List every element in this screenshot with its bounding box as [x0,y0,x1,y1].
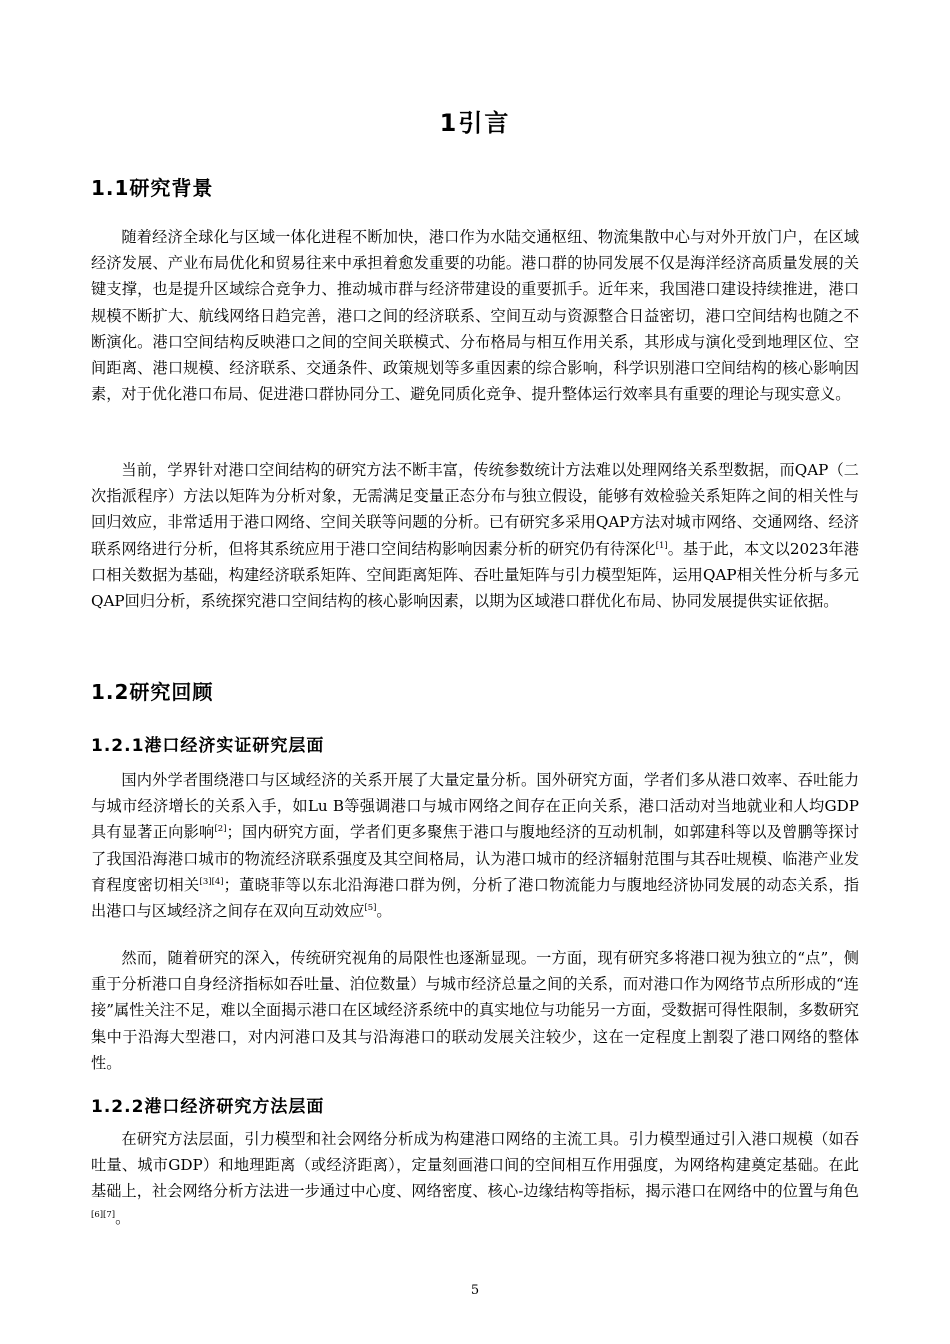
citation-ref: [1] [655,540,668,551]
paragraph-methods-1 [91,1126,859,1231]
paragraph-text: 。 [115,1208,131,1227]
subsection-heading-1-2-1: 1.2.1港口经济实证研究层面 [91,736,325,756]
paragraph-text: 。基于此，本文以2023年港口相关数据为基础，构建经济联系矩阵、空间距离矩阵、吞吐量矩阵与引力模型矩阵，运用QAP相关性分析与多元QAP回归分析，系统探究港口空间结构的核心影响因素，以期为区域港口群优化布局、协同发展提供实证依据。 [91,539,859,611]
paragraph-text: 国内外学者围绕港口与区域经济的关系开展了大量定量分析。国外研究方面，学者们多从港口效率、吞吐能力与城市经济增长的关系入手，如Lu B等强调港口与城市网络之间存在正向关系，港口活动对当地就业和人均GDP具有显著正向影响 [91,771,859,842]
paragraph-text: 在研究方法层面，引力模型和社会网络分析成为构建港口网络的主流工具。引力模型通过引入港口规模（如吞吐量、城市GDP）和地理距离（或经济距离），定量刻画港口间的空间相互作用强度，为网络构建奠定基础。在此基础上，社会网络分析方法进一步通过中心度、网络密度、核心-边缘结构等指标，揭示港口在网络中的位置与角色 [91,1130,859,1201]
paragraph-empirical-1 [91,767,859,924]
paragraph-text: 当前，学界针对港口空间结构的研究方法不断丰富，传统参数统计方法难以处理网络关系型数据，而QAP（二次指派程序）方法以矩阵为分析对象，无需满足变量正态分布与独立假设，能够有效检验关系矩阵之间的相关性与回归效应，非常适用于港口网络、空间关联等问题的分析。已有研究多采用QAP方法对城市网络、交通网络、经济联系网络进行分析，但将其系统应用于港口空间结构影响因素分析的研究仍有待深化 [91,461,859,558]
citation-ref: [5] [364,902,377,913]
page-number: 5 [470,1283,480,1298]
paragraph-background-1: 随着经济全球化与区域一体化进程不断加快，港口作为水陆交通枢纽、物流集散中心与对外开放门户，在区域经济发展、产业布局优化和贸易往来中承担着愈发重要的功能。港口群的协同发展不仅是海洋经济高质量发展的关键支撑，也是提升区域综合竞争力、推动城市群与经济带建设的重要抓手。近年来，我国港口建设持续推进，港口规模不断扩大、航线网络日趋完善，港口之间的经济联系、空间互动与资源整合日益密切，港口空间结构也随之不断演化。港口空间结构反映港口之间的空间关联模式、分布格局与相互作用关系，其形成与演化受到地理区位、空间距离、港口规模、经济联系、交通条件、政策规划等多重因素的综合影响，科学识别港口空间结构的核心影响因素，对于优化港口布局、促进港口群协同分工、避免同质化竞争、提升整体运行效率具有重要的理论与现实意义。 [91,228,859,404]
paragraph-text: ；国内研究方面，学者们更多聚焦于港口与腹地经济的互动机制，如郭建科等以及曾鹏等探讨了我国沿海港口城市的物流经济联系强度及其空间格局，认为港口城市的经济辐射范围与其吞吐规模、临港产业发育程度密切相关 [91,823,860,894]
paragraph-text: ；董晓菲等以东北沿海港口群为例，分析了港口物流能力与腹地经济协同发展的动态关系，指出港口与区域经济之间存在双向互动效应 [91,875,860,921]
citation-ref: [2] [214,824,227,835]
paragraph-empirical-2: 然而，随着研究的深入，传统研究视角的局限性也逐渐显现。一方面，现有研究多将港口视为独立的“点”，侧重于分析港口自身经济指标如吞吐量、泊位数量）与城市经济总量之间的关系，而对港口作为网络节点所形成的“连接”属性关注不足，难以全面揭示港口在区域经济系统中的真实地位与功能另一方面，受数据可得性限制，多数研究集中于沿海大型港口，对内河港口及其与沿海港口的联动发展关注较少，这在一定程度上割裂了港口网络的整体性。 [91,949,859,1072]
citation-ref: [3][4] [199,876,224,887]
citation-ref: [6][7] [91,1209,116,1220]
section-heading-1-2: 1.2研究回顾 [91,680,214,704]
section-heading-1-1: 1.1研究背景 [91,176,214,200]
chapter-title: 1引言 [439,109,511,137]
paragraph-text: 。 [376,902,392,921]
paragraph-background-2 [91,457,859,614]
subsection-heading-1-2-2: 1.2.2港口经济研究方法层面 [91,1097,325,1117]
